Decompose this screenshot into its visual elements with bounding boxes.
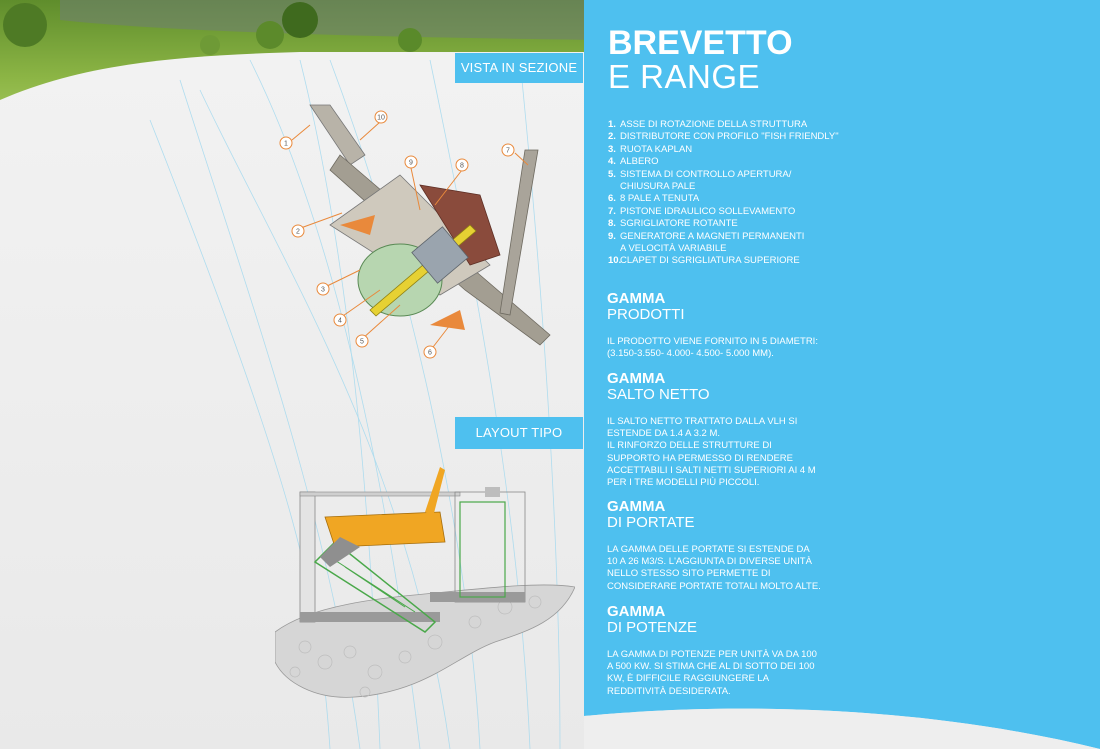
callout-8: 8 — [460, 162, 464, 170]
page-title — [608, 26, 793, 94]
legend-item: 4. ALBERO — [608, 156, 659, 168]
callout-7: 7 — [506, 147, 510, 155]
legend-item: 2. DISTRIBUTORE CON PROFILO "FISH FRIENDLY" — [608, 131, 839, 143]
legend-item: 10.CLAPET DI SGRIGLIATURA SUPERIORE — [608, 255, 800, 267]
layout-diagram — [275, 462, 575, 707]
callout-9: 9 — [409, 159, 413, 167]
legend-item: 1. ASSE DI ROTAZIONE DELLA STRUTTURA — [608, 119, 808, 130]
legend-item: 8. SGRIGLIATORE ROTANTE — [608, 218, 738, 230]
legend-item: 3. RUOTA KAPLAN — [608, 143, 693, 155]
callout-6: 6 — [428, 349, 432, 357]
callout-4: 4 — [338, 317, 342, 325]
callout-3: 3 — [321, 286, 325, 294]
title-light: E RANGE — [608, 58, 761, 95]
legend-item: 7. PISTONE IDRAULICO SOLLEVAMENTO — [608, 205, 796, 217]
title-bold: BREVETTO — [608, 24, 793, 62]
label-layout-tipo: LAYOUT TIPO — [455, 417, 583, 449]
callout-5: 5 — [360, 338, 364, 346]
section-gamma-prodotti: GAMMA PRODOTTI IL PRODOTTO VIENE FORNITO IN 5 DIAMETRI: (3.150-3.550- 4.000- 4.500- 5.000 MM). — [607, 290, 818, 360]
callout-10: 10 — [377, 114, 385, 122]
component-legend — [608, 119, 839, 268]
section-gamma-salto-netto: GAMMA SALTO NETTO IL SALTO NETTO TRATTATO DALLA VLH SI ESTENDE DA 1.4 A 3.2 M. IL RINFORZO DELLE STRUTTURE DI SUPPORTO HA PERMESSO DI RENDERE ACCETTABILI I SALTI NETTI SUPERIORI AI 4 M PER I TRE MODELLI PIÙ PICCOLI. — [607, 370, 816, 489]
legend-item: 6. 8 PALE A TENUTA — [608, 193, 700, 205]
section-gamma-di-potenze: GAMMA DI POTENZE LA GAMMA DI POTENZE PER UNITÀ VA DA 100 A 500 KW. SI STIMA CHE AL DI SOTTO DEI 100 KW, È DIFFICILE RAGGIUNGERE LA REDDITIVITÀ DESIDERATA. — [607, 603, 817, 697]
callout-1: 1 — [284, 140, 288, 148]
label-vista-in-sezione: VISTA IN SEZIONE — [455, 53, 583, 83]
legend-item: 5. SISTEMA DI CONTROLLO APERTURA/ CHIUSURA PALE — [608, 168, 792, 193]
section-gamma-di-portate: GAMMA DI PORTATE LA GAMMA DELLE PORTATE SI ESTENDE DA 10 A 26 M3/S. L'AGGIUNTA DI DIVERSE UNITÀ NELLO STESSO SITO PERMETTE DI CONSIDERARE PORTATE TOTALI MOLTO ALTE. — [607, 498, 821, 592]
legend-item: 9. GENERATORE A MAGNETI PERMANENTI A VELOCITÀ VARIABILE — [608, 230, 805, 255]
callout-2: 2 — [296, 228, 300, 236]
turbine-section-diagram — [270, 95, 580, 365]
